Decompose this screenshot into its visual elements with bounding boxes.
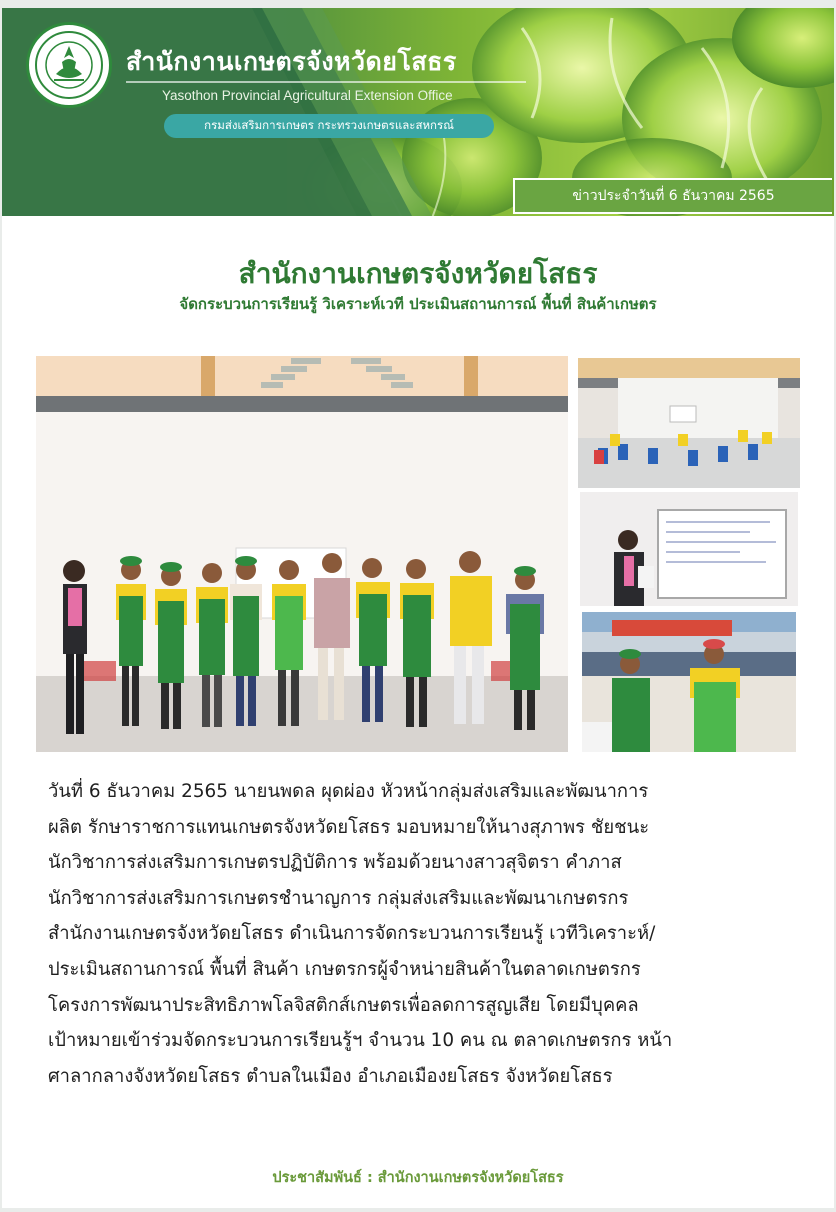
body-line: ผลิต รักษาราชการแทนเกษตรจังหวัดยโสธร มอบหมายให้นางสุภาพร ชัยชนะ [48, 816, 650, 838]
article-subtitle: จัดกระบวนการเรียนรู้ วิเคราะห์เวที ประเมินสถานการณ์ พื้นที่ สินค้าเกษตร [179, 295, 657, 313]
whiteboard-photo [580, 492, 798, 606]
body-line: วันที่ 6 ธันวาคม 2565 นายนพดล ผุดผ่อง หัวหน้ากลุ่มส่งเสริมและพัฒนาการ [48, 781, 649, 802]
title-underline [126, 80, 526, 84]
ministry-pill: กรมส่งเสริมการเกษตร กระทรวงเกษตรและสหกรณ์ [164, 114, 494, 138]
body-line: ศาลากลางจังหวัดยโสธร ตำบลในเมือง อำเภอเมืองยโสธร จังหวัดยโสธร [48, 1065, 613, 1087]
market-photo [582, 612, 796, 752]
article-title: สำนักงานเกษตรจังหวัดยโสธร [238, 257, 598, 290]
group-photo [36, 356, 568, 752]
news-page [2, 8, 834, 1208]
agriculture-department-emblem-icon [26, 22, 112, 108]
body-line: สำนักงานเกษตรจังหวัดยโสธร ดำเนินการจัดกระบวนการเรียนรู้ เวทีวิเคราะห์/ [48, 923, 656, 945]
org-title: สำนักงานเกษตรจังหวัดยโสธร [126, 47, 457, 76]
article-body [48, 774, 788, 1094]
meeting-photo [578, 358, 800, 488]
news-date-label: ข่าวประจำวันที่ 6 ธันวาคม 2565 [513, 178, 832, 214]
body-line: เป้าหมายเข้าร่วมจัดกระบวนการเรียนรู้ฯ จำนวน 10 คน ณ ตลาดเกษตรกร หน้า [48, 1030, 673, 1052]
pr-credit: ประชาสัมพันธ์ : สำนักงานเกษตรจังหวัดยโสธร [272, 1170, 564, 1186]
body-line: นักวิชาการส่งเสริมการเกษตรปฏิบัติการ พร้อมด้วยนางสาวสุจิตรา คำภาส [48, 852, 622, 874]
body-line: ประเมินสถานการณ์ พื้นที่ สินค้า เกษตรกรผู้จำหน่ายสินค้าในตลาดเกษตรกร [48, 958, 641, 980]
header-banner [2, 8, 834, 216]
org-subtitle: Yasothon Provincial Agricultural Extension Office [162, 88, 453, 103]
body-line: นักวิชาการส่งเสริมการเกษตรชำนาญการ กลุ่มส่งเสริมและพัฒนาเกษตรกร [48, 887, 629, 909]
body-line: โครงการพัฒนาประสิทธิภาพโลจิสติกส์เกษตรเพื่อลดการสูญเสีย โดยมีบุคคล [48, 994, 639, 1016]
